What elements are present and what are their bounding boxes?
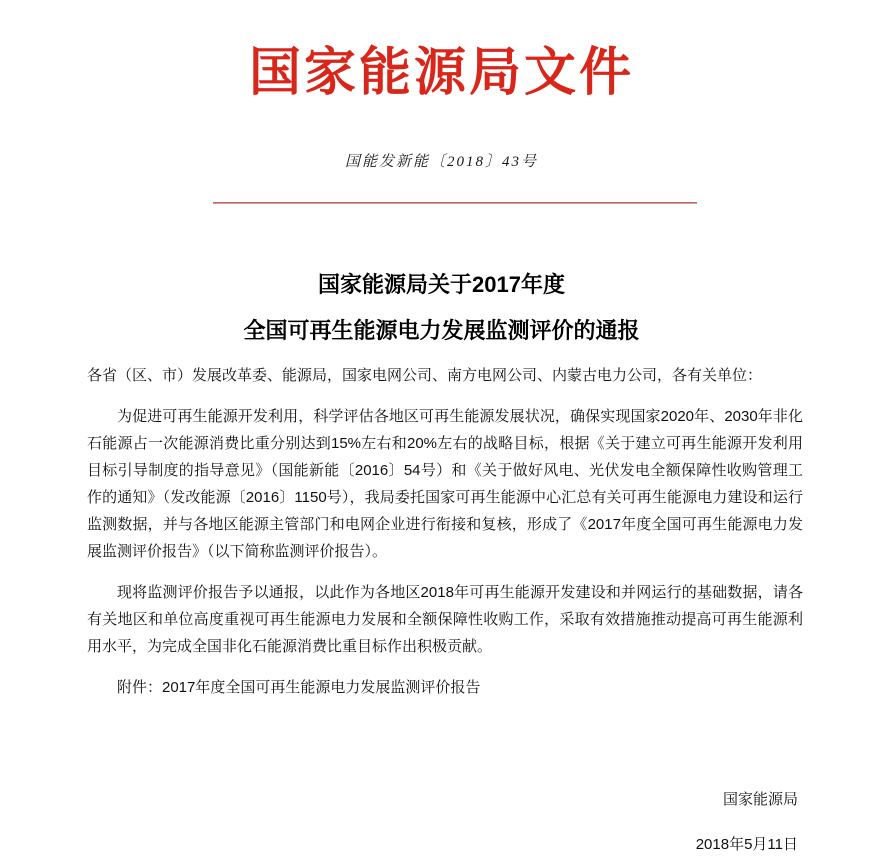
body-paragraph-2: 现将监测评价报告予以通报，以此作为各地区2018年可再生能源开发建设和并网运行的基础数据，请各有关地区和单位高度重视可再生能源电力发展和全额保障性收购工作，采取有效措施推动提高可再生能源利用水平，为完成全国非化石能源消费比重目标作出积极贡献。 xyxy=(87,584,803,655)
document-title xyxy=(0,262,883,354)
document-reference-number: 国能发新能〔2018〕43号 xyxy=(344,154,538,170)
salutation-line: 各省（区、市）发展改革委、能源局，国家电网公司、南方电网公司、内蒙古电力公司，各有关单位： xyxy=(87,367,763,384)
document-body xyxy=(87,362,803,701)
attachment-line: 附件：2017年度全国可再生能源电力发展监测评价报告 xyxy=(117,679,481,696)
issue-date: 2018年5月11日 xyxy=(695,836,798,853)
body-paragraph-1: 为促进可再生能源开发利用，科学评估各地区可再生能源发展状况，确保实现国家2020年、2030年非化石能源占一次能源消费比重分别达到15%左右和20%左右的战略目标，根据《关于建立可再生能源开发利用目标引导制度的指导意见》（国能新能〔2016〕54号）和《关于做好风电、光伏发电全额保障性收购管理工作的通知》（发改能源〔2016〕1150号），我局委托国家可再生能源中心汇总有关可再生能源电力建设和运行监测数据，并与各地区能源主管部门和电网企业进行衔接和复核，形成了《2017年度全国可再生能源电力发展监测评价报告》（以下简称监测评价报告）。 xyxy=(87,408,803,560)
document-title-line1: 国家能源局关于2017年度 xyxy=(318,272,565,297)
document-title-line2: 全国可再生能源电力发展监测评价的通报 xyxy=(243,318,640,343)
document-header-title: 国家能源局文件 xyxy=(248,45,634,102)
issuing-authority-signature: 国家能源局 xyxy=(722,791,798,808)
red-divider-line xyxy=(213,202,697,204)
